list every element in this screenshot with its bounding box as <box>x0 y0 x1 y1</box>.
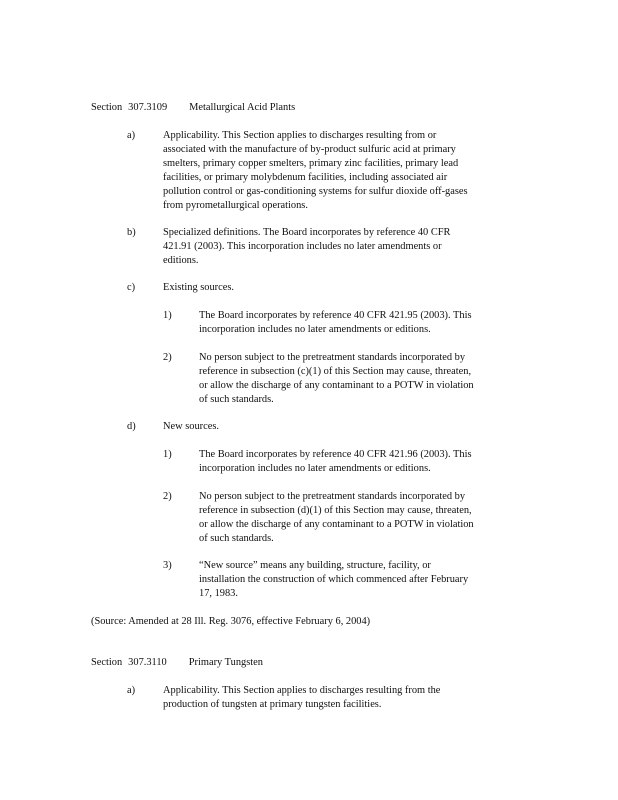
text-line: from pyrometallurgical operations. <box>163 200 308 211</box>
paragraph-text <box>199 351 517 407</box>
text-line: Applicability. This Section applies to discharges resulting from the <box>163 685 441 696</box>
subsection-label: c) <box>127 282 136 293</box>
text-line: The Board incorporates by reference 40 CFR 421.96 (2003). This <box>199 449 472 460</box>
paragraph-text <box>199 309 517 337</box>
text-line: 421.91 (2003). This incorporation includes no later amendments or <box>163 241 442 252</box>
text-line: installation the construction of which commenced after February <box>199 574 469 585</box>
paragraph-label: 3) <box>163 560 172 571</box>
text-line: reference in subsection (c)(1) of this Section may cause, threaten, <box>199 366 472 377</box>
subsection-label: a) <box>127 130 136 141</box>
paragraph-label: 2) <box>163 352 172 363</box>
text-line: 17, 1983. <box>199 588 238 599</box>
subsection-text <box>163 684 513 712</box>
text-line: production of tungsten at primary tungsten facilities. <box>163 699 382 710</box>
text-line: Specialized definitions. The Board incorporates by reference 40 CFR <box>163 227 451 238</box>
section-heading <box>91 656 263 670</box>
paragraph-label: 1) <box>163 310 172 321</box>
subsection-text <box>163 226 513 268</box>
section-number: 307.3109 <box>128 102 168 113</box>
text-line: reference in subsection (d)(1) of this Section may cause, threaten, <box>199 505 472 516</box>
section-number: 307.3110 <box>128 657 167 668</box>
source-note: (Source: Amended at 28 Ill. Reg. 3076, effective February 6, 2004) <box>91 616 371 627</box>
text-line: facilities, or primary molybdenum facilities, including associated air <box>163 172 448 183</box>
paragraph-label: 2) <box>163 491 172 502</box>
text-line: No person subject to the pretreatment standards incorporated by <box>199 491 466 502</box>
section-label: Section <box>91 102 123 113</box>
text-line: “New source” means any building, structure, facility, or <box>199 560 431 571</box>
text-line: of such standards. <box>199 533 274 544</box>
paragraph-text <box>199 448 517 476</box>
subsection-text <box>163 420 513 434</box>
text-line: No person subject to the pretreatment standards incorporated by <box>199 352 466 363</box>
text-line: or allow the discharge of any contaminant to a POTW in violation <box>199 519 474 530</box>
text-line: Existing sources. <box>163 282 234 293</box>
subsection-label: a) <box>127 685 136 696</box>
text-line: Applicability. This Section applies to discharges resulting from or <box>163 130 437 141</box>
text-line: smelters, primary copper smelters, primary zinc facilities, primary lead <box>163 158 459 169</box>
text-line: incorporation includes no later amendments or editions. <box>199 463 431 474</box>
subsection-label: d) <box>127 421 136 432</box>
text-line: of such standards. <box>199 394 274 405</box>
text-line: editions. <box>163 255 199 266</box>
subsection-text <box>163 281 513 295</box>
paragraph-text <box>199 490 517 546</box>
paragraph-text <box>199 559 517 601</box>
section-title: Primary Tungsten <box>188 657 263 668</box>
text-line: or allow the discharge of any contaminant to a POTW in violation <box>199 380 474 391</box>
text-line: incorporation includes no later amendments or editions. <box>199 324 431 335</box>
text-line: pollution control or gas-conditioning systems for sulfur dioxide off-gases <box>163 186 468 197</box>
section-title: Metallurgical Acid Plants <box>189 102 296 113</box>
subsection-text <box>163 129 513 213</box>
text-line: The Board incorporates by reference 40 CFR 421.95 (2003). This <box>199 310 472 321</box>
text-line: associated with the manufacture of by-product sulfuric acid at primary <box>163 144 456 155</box>
section-label: Section <box>91 657 123 668</box>
paragraph-label: 1) <box>163 449 172 460</box>
section-heading <box>91 101 295 115</box>
text-line: New sources. <box>163 421 219 432</box>
subsection-label: b) <box>127 227 136 238</box>
